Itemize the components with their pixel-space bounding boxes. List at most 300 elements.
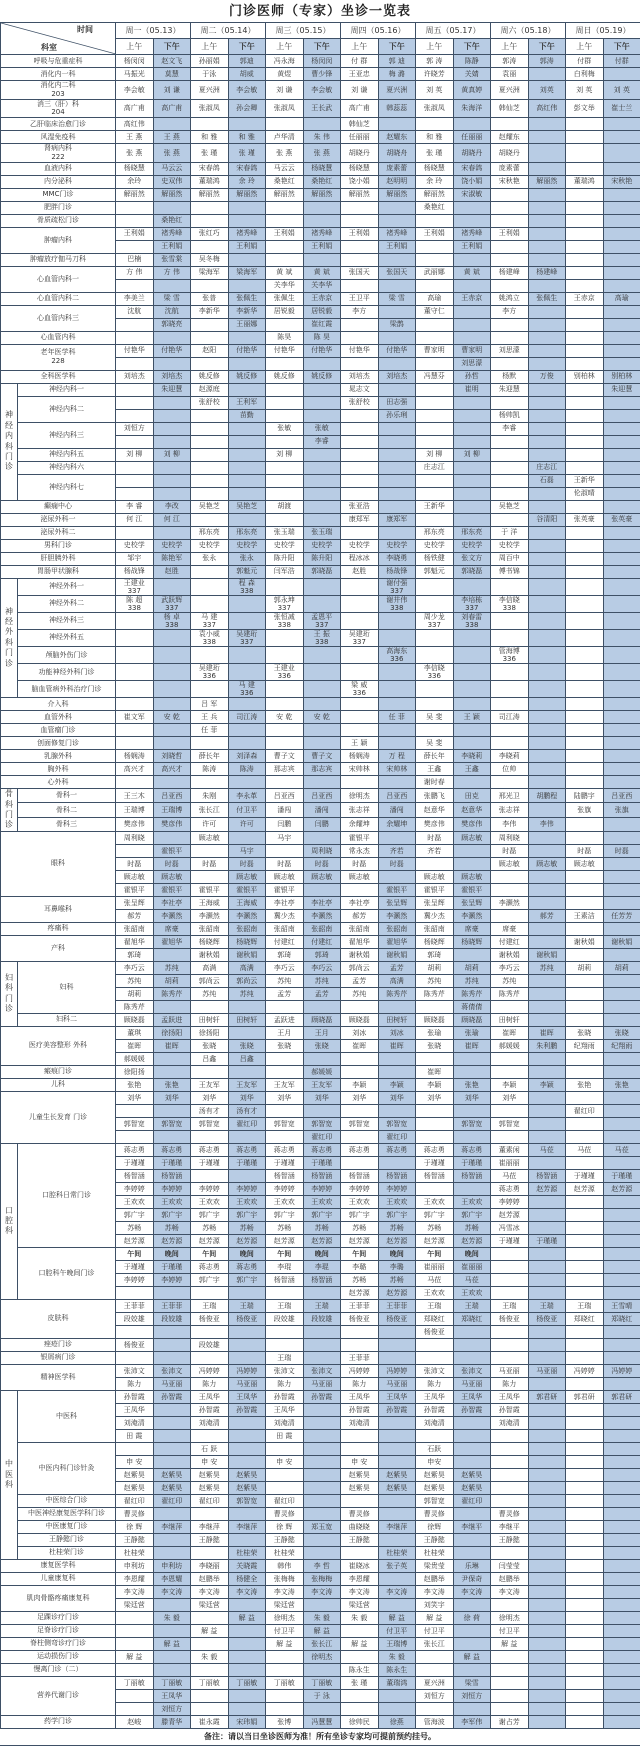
doctor-cell (303, 646, 341, 663)
doctor-cell: 田 霞 (266, 1429, 304, 1442)
doctor-cell: 翟红印 (228, 1117, 266, 1130)
doctor-cell: 李继平 (491, 1520, 529, 1533)
doctor-cell: 蒋志勇 (491, 1182, 529, 1195)
doctor-cell: 田克 (453, 789, 491, 803)
doctor-cell: 苗勤 (228, 409, 266, 422)
doctor-cell: 郭广宇 (303, 1208, 341, 1221)
table-row (1, 68, 640, 81)
doctor-cell: 于瑾瑾 (153, 1260, 191, 1273)
doctor-cell (453, 513, 491, 526)
doctor-cell: 石跃 (416, 1442, 454, 1455)
doctor-cell (303, 1104, 341, 1117)
doctor-cell: 段姣雄 (191, 1338, 229, 1351)
doctor-cell: 郭广宇 (153, 1208, 191, 1221)
doctor-cell: 崔晖 (528, 1026, 566, 1039)
doctor-cell: 谢秋娟 (603, 935, 640, 948)
doctor-cell: 申 安 (191, 1455, 229, 1468)
doctor-cell (153, 1429, 191, 1442)
doctor-cell: 徐 辉 (266, 1520, 304, 1533)
doctor-cell: 司江涛 (491, 711, 529, 724)
doctor-cell (378, 1052, 416, 1065)
doctor-cell: 晁志文 (341, 383, 379, 396)
doctor-cell (266, 1286, 304, 1299)
doctor-cell: 王凤华 (266, 1403, 304, 1416)
doctor-cell: 解丽然 (341, 188, 379, 201)
doctor-cell (266, 646, 304, 663)
doctor-cell: 张 瑾 (228, 144, 266, 163)
doctor-cell: 王欢欢 (341, 1195, 379, 1208)
doctor-cell (378, 1429, 416, 1442)
doctor-cell: 张长江 (191, 803, 229, 817)
doctor-cell (603, 1624, 640, 1637)
doctor-cell: 于瑾瑾 (228, 1156, 266, 1169)
doctor-cell (116, 844, 154, 857)
doctor-cell (303, 1468, 341, 1481)
doctor-cell (378, 487, 416, 500)
doctor-cell: 杨晓辉 (453, 935, 491, 948)
doctor-cell: 杨娴涛 (116, 750, 154, 763)
doctor-cell (153, 1598, 191, 1611)
doctor-cell: 沈航 (116, 305, 154, 318)
doctor-cell: 徐帅民 (341, 1715, 379, 1728)
doctor-cell: 张亚浩 (341, 500, 379, 513)
doctor-cell (378, 214, 416, 227)
doctor-cell (528, 724, 566, 737)
doctor-cell (453, 776, 491, 789)
doctor-cell: 赵紫昊 (153, 1481, 191, 1494)
doctor-cell (266, 1702, 304, 1715)
doctor-cell (266, 1468, 304, 1481)
doctor-cell: 谢付强 337 (378, 578, 416, 595)
doctor-cell (491, 1702, 529, 1715)
doctor-cell (341, 711, 379, 724)
doctor-cell: 郝芳 (116, 909, 154, 922)
doctor-cell: 高满 (378, 974, 416, 987)
doctor-cell: 田树轩 (228, 1013, 266, 1026)
doctor-cell (566, 1481, 604, 1494)
doctor-cell (491, 318, 529, 331)
doctor-cell (191, 1000, 229, 1013)
doctor-cell (378, 331, 416, 344)
doctor-cell (266, 396, 304, 409)
doctor-cell: 李颖 (528, 1078, 566, 1091)
doctor-cell (191, 474, 229, 487)
doctor-cell (416, 214, 454, 227)
doctor-cell (266, 737, 304, 750)
doctor-cell: 王瑞 (566, 1299, 604, 1312)
doctor-cell: 孙智霞 (303, 1390, 341, 1403)
doctor-cell: 郑晓红 (416, 1312, 454, 1325)
doctor-cell: 丁丽敏 (153, 1676, 191, 1689)
doctor-cell (303, 396, 341, 409)
doctor-cell: 徐明杰 (266, 1611, 304, 1624)
doctor-cell: 周少龙 337 (416, 612, 454, 629)
doctor-cell (603, 331, 640, 344)
department-name: 神经外科二 (18, 595, 116, 612)
doctor-cell: 朱 毅 (303, 1611, 341, 1624)
doctor-cell (341, 698, 379, 711)
doctor-cell: 赵芳源 (266, 1234, 304, 1247)
doctor-cell (491, 1663, 529, 1676)
doctor-cell (228, 1169, 266, 1182)
doctor-cell (416, 1052, 454, 1065)
doctor-cell: 余玲 (116, 175, 154, 188)
doctor-cell: 时磊 (491, 844, 529, 857)
doctor-cell: 李社亭 (266, 896, 304, 909)
doctor-cell: 杨俊亚 (378, 1312, 416, 1325)
doctor-cell (453, 279, 491, 292)
diagonal-divider (1, 23, 116, 54)
doctor-cell (566, 1091, 604, 1104)
doctor-cell (453, 1442, 491, 1455)
doctor-cell (603, 1117, 640, 1130)
doctor-cell (341, 1065, 379, 1078)
doctor-cell: 杨智涵 (453, 1169, 491, 1182)
doctor-cell (153, 1351, 191, 1364)
doctor-cell (566, 1416, 604, 1429)
doctor-cell: 杨晓辉 (228, 935, 266, 948)
doctor-cell (566, 1585, 604, 1598)
doctor-cell: 那志宾 (303, 763, 341, 776)
doctor-cell (266, 487, 304, 500)
doctor-cell (191, 1325, 229, 1338)
doctor-cell (491, 1481, 529, 1494)
doctor-cell: 赵紫昊 (378, 1481, 416, 1494)
doctor-cell: 张国天 (341, 266, 379, 279)
doctor-cell: 张沛文 (153, 1364, 191, 1377)
department-name: 胃肠甲状腺科 (1, 565, 116, 578)
doctor-cell (416, 1000, 454, 1013)
doctor-cell: 赵紫昊 (416, 1481, 454, 1494)
doctor-cell (191, 279, 229, 292)
doctor-cell: 樊彦伟 (153, 817, 191, 831)
doctor-cell: 王瑞 (416, 1299, 454, 1312)
doctor-cell: 冯婷婷 (228, 1364, 266, 1377)
doctor-cell (416, 1117, 454, 1130)
doctor-cell (603, 1455, 640, 1468)
doctor-cell (491, 681, 529, 698)
doctor-cell: 赵紫昊 (453, 1481, 491, 1494)
table-row (1, 99, 640, 118)
doctor-cell: 李婷婷 (303, 1182, 341, 1195)
doctor-cell: 苏畅 (378, 1221, 416, 1234)
pm-header: 下午 (603, 39, 640, 55)
department-name: 肝胆胰外科 (1, 552, 116, 565)
doctor-cell (378, 435, 416, 448)
doctor-cell: 张 瑾 (416, 144, 454, 163)
doctor-cell: 赵芳源 (378, 1234, 416, 1247)
doctor-cell (453, 396, 491, 409)
doctor-cell: 姚鸿立 (491, 292, 529, 305)
doctor-cell (416, 474, 454, 487)
doctor-cell (303, 118, 341, 131)
doctor-cell: 陈艳军 (153, 552, 191, 565)
doctor-cell (228, 383, 266, 396)
doctor-cell: 杨帅凯 (491, 409, 529, 422)
doctor-cell (191, 1507, 229, 1520)
doctor-cell: 史校学 (303, 539, 341, 552)
doctor-cell: 张永 (228, 552, 266, 565)
table-row (1, 1390, 640, 1403)
doctor-cell (603, 396, 640, 409)
doctor-cell: 姚反修 (303, 370, 341, 383)
doctor-cell (491, 357, 529, 370)
doctor-cell (153, 1338, 191, 1351)
doctor-cell (603, 68, 640, 81)
doctor-cell (303, 883, 341, 896)
doctor-cell: 段姣雄 (303, 1312, 341, 1325)
doctor-cell: 孙智霞 (341, 1403, 379, 1416)
doctor-cell: 王利娟 (453, 240, 491, 253)
doctor-cell: 赵芳源 (116, 1234, 154, 1247)
doctor-cell (378, 279, 416, 292)
doctor-cell (566, 776, 604, 789)
doctor-cell: 孙智霞 (191, 1403, 229, 1416)
doctor-cell (266, 1442, 304, 1455)
doctor-cell: 朱刚 (191, 789, 229, 803)
doctor-cell: 赵耀东 (491, 131, 529, 144)
department-name: 神经外科一 (18, 578, 116, 595)
doctor-cell: 孙智霞 (266, 1390, 304, 1403)
doctor-cell (453, 1546, 491, 1559)
table-row (1, 1026, 640, 1039)
doctor-cell (416, 646, 454, 663)
doctor-cell: 陈涛 (191, 763, 229, 776)
doctor-cell: 顾志敏 (153, 870, 191, 883)
doctor-cell: 解丽然 (153, 188, 191, 201)
department-name: 乙肝临床治愈门诊 (1, 118, 116, 131)
doctor-cell: 宋淑敏 (453, 188, 491, 201)
doctor-cell: 杨智涵 (266, 1273, 304, 1286)
doctor-cell (453, 1130, 491, 1143)
table-row (1, 935, 640, 948)
doctor-cell: 郭琦 (266, 948, 304, 961)
doctor-cell (603, 1689, 640, 1702)
doctor-cell (491, 698, 529, 711)
doctor-cell: 袁小威 338 (191, 629, 229, 646)
department-name: 男科门诊 (1, 539, 116, 552)
department-name: 产科 (1, 935, 116, 961)
department-name: 骨科三 (18, 817, 116, 831)
doctor-cell: 崔丽丽 (491, 1156, 529, 1169)
doctor-cell (453, 646, 491, 663)
doctor-cell: 饶小娟 (341, 175, 379, 188)
department-name: 风湿免疫科 (1, 131, 116, 144)
doctor-cell (566, 1702, 604, 1715)
doctor-cell: 姚反修 (266, 370, 304, 383)
doctor-cell: 翟旭华 (341, 935, 379, 948)
doctor-cell (491, 1546, 529, 1559)
doctor-cell: 韩仙芝 (341, 118, 379, 131)
department-name: 消三（肝）科 204 (1, 99, 116, 118)
doctor-cell (116, 612, 154, 629)
doctor-cell: 苏纯 (528, 961, 566, 974)
doctor-cell: 杨晓慧 (416, 162, 454, 175)
doctor-cell (603, 409, 640, 422)
doctor-cell (528, 1221, 566, 1234)
am-header: 上午 (341, 39, 379, 55)
doctor-cell: 张 燕 (116, 144, 154, 163)
doctor-cell: 王利娟 (341, 227, 379, 240)
doctor-cell: 关晓霞 (228, 1559, 266, 1572)
doctor-cell (528, 552, 566, 565)
doctor-cell: 苏纯 (153, 961, 191, 974)
doctor-cell (303, 1442, 341, 1455)
department-name: MMC门诊 (1, 188, 116, 201)
doctor-cell (491, 629, 529, 646)
am-header: 上午 (491, 39, 529, 55)
doctor-cell: 宋秋艳 (491, 175, 529, 188)
doctor-cell (378, 1533, 416, 1546)
table-row (1, 448, 640, 461)
doctor-cell (453, 435, 491, 448)
table-row (1, 422, 640, 435)
doctor-cell: 于瑾瑾 (528, 1234, 566, 1247)
doctor-cell: 刘笑宇 (416, 1598, 454, 1611)
department-name: 颅脑外伤门诊 (18, 646, 116, 663)
doctor-cell (303, 737, 341, 750)
doctor-cell: 刘华 (228, 1091, 266, 1104)
doctor-cell: 苏纯 (303, 974, 341, 987)
doctor-cell: 冯婷婷 (566, 1364, 604, 1377)
doctor-cell (528, 409, 566, 422)
doctor-cell: 顾志敏 (341, 870, 379, 883)
doctor-cell: 付艳华 (266, 344, 304, 357)
department-name: 癫痫中心 (1, 500, 116, 513)
doctor-cell: 张呈辉 (116, 896, 154, 909)
doctor-cell (528, 383, 566, 396)
department-name: 口腔科午晚间门诊 (18, 1247, 116, 1299)
doctor-cell (191, 201, 229, 214)
doctor-cell: 顾志敏 (416, 870, 454, 883)
doctor-cell (266, 318, 304, 331)
doctor-cell (303, 1455, 341, 1468)
doctor-cell (528, 750, 566, 763)
doctor-cell: 赵意华 (453, 803, 491, 817)
doctor-cell: 吴建珩 337 (228, 629, 266, 646)
doctor-cell: 张淑凤 (191, 99, 229, 118)
doctor-cell: 郑晓红 (603, 1312, 640, 1325)
doctor-cell (453, 1702, 491, 1715)
doctor-cell: 苏畅 (191, 1221, 229, 1234)
doctor-cell: 曹家明 (453, 344, 491, 357)
doctor-cell (191, 1663, 229, 1676)
doctor-cell (341, 240, 379, 253)
doctor-cell: 李信晓 338 (491, 595, 529, 612)
doctor-cell: 于瑾瑾 (491, 1234, 529, 1247)
doctor-cell: 吕 军 (191, 698, 229, 711)
doctor-cell: 刘思濛 (491, 344, 529, 357)
department-name: 中医科 (18, 1390, 116, 1442)
doctor-cell: 李文涛 (153, 1585, 191, 1598)
doctor-cell (603, 305, 640, 318)
doctor-cell: 安 乾 (153, 711, 191, 724)
doctor-cell: 石 跃 (191, 1442, 229, 1455)
doctor-cell (528, 646, 566, 663)
doctor-cell: 张 燕 (266, 144, 304, 163)
doctor-cell (491, 188, 529, 201)
doctor-cell: 郭智宽 (153, 1117, 191, 1130)
doctor-cell: 杨俊亚 (228, 1312, 266, 1325)
doctor-cell: 王瑞 (191, 1299, 229, 1312)
doctor-cell (303, 500, 341, 513)
doctor-cell (378, 383, 416, 396)
doctor-cell: 赵芳源 (491, 1208, 529, 1221)
table-row (1, 1572, 640, 1585)
doctor-cell: 陈 昊 (303, 331, 341, 344)
doctor-cell: 杨闵闵 (303, 55, 341, 68)
doctor-cell: 赵芳源 (191, 1234, 229, 1247)
doctor-cell (266, 1104, 304, 1117)
doctor-cell (191, 1702, 229, 1715)
doctor-cell: 苏畅 (416, 1221, 454, 1234)
doctor-cell: 杨晓慧 (303, 162, 341, 175)
doctor-cell: 陆鹏宇 (566, 789, 604, 803)
doctor-cell (528, 526, 566, 539)
doctor-cell: 冯婷婷 (191, 1364, 229, 1377)
doctor-cell (603, 552, 640, 565)
doctor-cell (266, 681, 304, 698)
doctor-cell (453, 409, 491, 422)
doctor-cell: 李婷婷 (191, 1182, 229, 1195)
doctor-cell (491, 612, 529, 629)
doctor-cell: 张普 (191, 292, 229, 305)
doctor-cell: 赵鹏举 (416, 1572, 454, 1585)
doctor-cell (566, 344, 604, 357)
doctor-cell (378, 253, 416, 266)
doctor-cell (566, 922, 604, 935)
doctor-cell: 赵紫昊 (191, 1468, 229, 1481)
doctor-cell (603, 870, 640, 883)
doctor-cell: 宋帅林 (378, 763, 416, 776)
doctor-cell (153, 1533, 191, 1546)
doctor-cell: 李继平 (453, 1520, 491, 1533)
table-row (1, 1663, 640, 1676)
doctor-cell: 梁廷营 (191, 1598, 229, 1611)
schedule-table (0, 22, 640, 1729)
doctor-cell: 李文涛 (116, 1585, 154, 1598)
table-row (1, 763, 640, 776)
doctor-cell: 翟红印 (191, 1494, 229, 1507)
doctor-cell: 杨智涵 (153, 1169, 191, 1182)
doctor-cell: 孟芳 (341, 974, 379, 987)
doctor-cell (528, 629, 566, 646)
department-name: 呼吸与危重症科 (1, 55, 116, 68)
doctor-cell: 崔丽丽 (453, 1260, 491, 1273)
doctor-cell (453, 663, 491, 680)
doctor-cell: 徐明杰 (303, 1650, 341, 1663)
doctor-cell: 李伟 (528, 817, 566, 831)
doctor-cell: 李新华 (191, 305, 229, 318)
doctor-cell (528, 1377, 566, 1390)
doctor-cell: 李方 (491, 305, 529, 318)
doctor-cell (528, 1273, 566, 1286)
doctor-cell (116, 383, 154, 396)
doctor-cell: 杨健全 (228, 1572, 266, 1585)
doctor-cell (266, 383, 304, 396)
doctor-cell: 赵紫昊 (116, 1481, 154, 1494)
doctor-cell (341, 663, 379, 680)
doctor-cell: 郭尚云 (341, 961, 379, 974)
doctor-cell (528, 118, 566, 131)
doctor-cell: 李璐 (378, 1260, 416, 1273)
doctor-cell: 王欢欢 (228, 1195, 266, 1208)
doctor-cell: 郭广宇 (453, 1208, 491, 1221)
doctor-cell (303, 1416, 341, 1429)
doctor-cell: 郭 迪 (378, 55, 416, 68)
doctor-cell: 董瑞鸿 (378, 1676, 416, 1689)
doctor-cell: 胡晓丹 (491, 144, 529, 163)
